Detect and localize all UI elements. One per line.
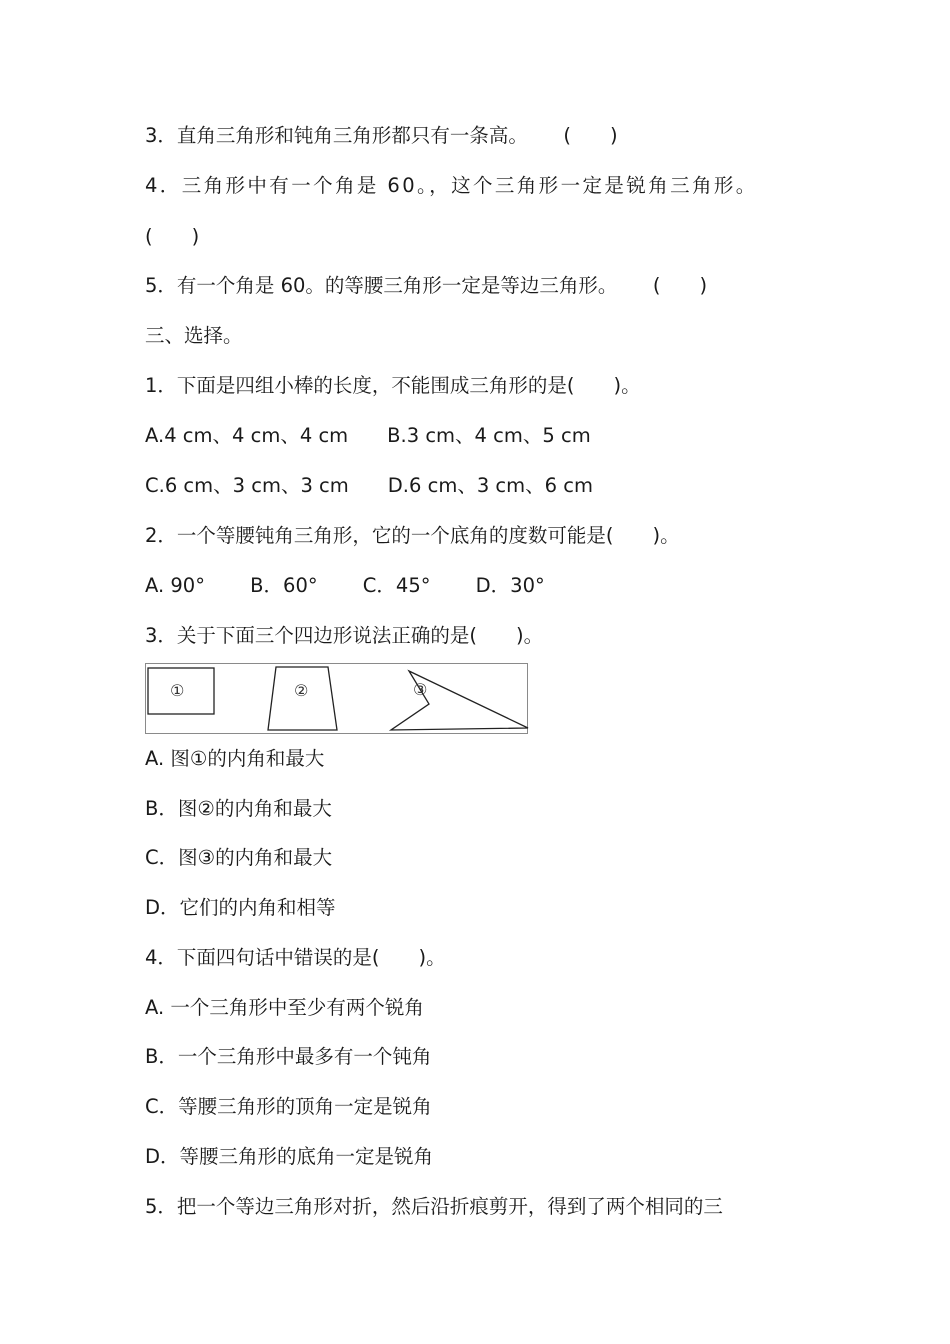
choice-question-1-options-ab: A.4 cm、4 cm、4 cm B.3 cm、4 cm、5 cm	[145, 424, 591, 447]
quadrilaterals-drawing	[146, 664, 529, 735]
judge-item-5: 5．有一个角是 60。的等腰三角形一定是等边三角形。 ( )	[145, 274, 708, 297]
judge-item-3: 3．直角三角形和钝角三角形都只有一条高。 ( )	[145, 124, 618, 147]
judge-item-4-answer-paren: ( )	[145, 225, 200, 248]
section-heading-choice: 三、选择。	[145, 324, 243, 347]
choice-question-1-options-cd: C.6 cm、3 cm、3 cm D.6 cm、3 cm、6 cm	[145, 474, 593, 497]
choice-question-2: 2．一个等腰钝角三角形，它的一个底角的度数可能是( )。	[145, 524, 680, 547]
figure-3-label: ③	[413, 680, 428, 699]
choice-question-1: 1．下面是四组小棒的长度，不能围成三角形的是( )。	[145, 374, 641, 397]
choice-question-3-option-a: A. 图①的内角和最大	[145, 747, 325, 770]
figure-2-label: ②	[294, 681, 309, 700]
figure-3-concave-quadrilateral	[391, 671, 528, 730]
choice-question-4-option-d: D．等腰三角形的底角一定是锐角	[145, 1145, 434, 1168]
choice-question-3: 3．关于下面三个四边形说法正确的是( )。	[145, 624, 544, 647]
choice-question-2-options: A. 90° B．60° C．45° D．30°	[145, 574, 545, 597]
choice-question-3-option-b: B．图②的内角和最大	[145, 797, 332, 820]
choice-question-4-option-a: A. 一个三角形中至少有两个锐角	[145, 996, 424, 1019]
choice-question-4-option-b: B．一个三角形中最多有一个钝角	[145, 1045, 432, 1068]
choice-question-3-option-c: C．图③的内角和最大	[145, 846, 333, 869]
choice-question-5: 5．把一个等边三角形对折，然后沿折痕剪开，得到了两个相同的三	[145, 1195, 723, 1218]
choice-question-4-option-c: C．等腰三角形的顶角一定是锐角	[145, 1095, 432, 1118]
choice-question-3-option-d: D．它们的内角和相等	[145, 896, 336, 919]
figure-1-label: ①	[170, 681, 185, 700]
choice-question-4: 4．下面四句话中错误的是( )。	[145, 946, 446, 969]
quadrilaterals-figure	[145, 663, 528, 734]
judge-item-4: 4．三角形中有一个角是 60。，这个三角形一定是锐角三角形。	[145, 174, 758, 197]
